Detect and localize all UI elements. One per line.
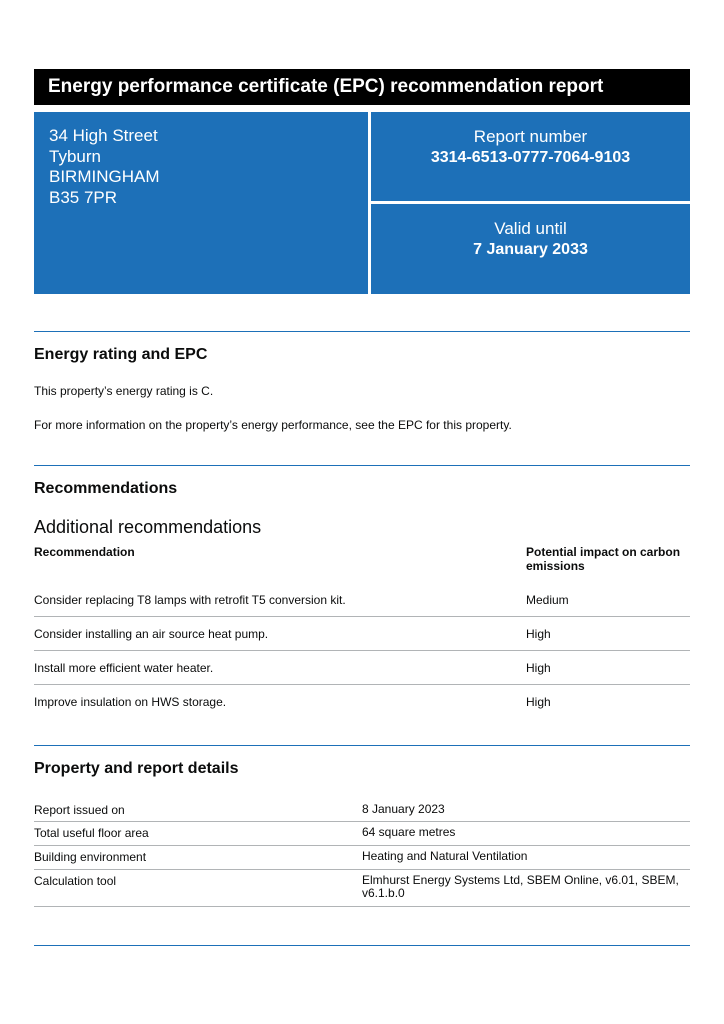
impact-value: Medium [526, 593, 569, 607]
table-row [34, 617, 690, 651]
section-divider [34, 745, 690, 746]
table-row [34, 799, 690, 822]
table-header [34, 545, 690, 583]
address-line: Tyburn [49, 146, 101, 166]
recommendations-heading: Recommendations [34, 480, 178, 497]
valid-until-label: Valid until [494, 219, 567, 238]
section-divider [34, 945, 690, 946]
table-row [34, 870, 690, 907]
table-row [34, 822, 690, 846]
certificate-summary [34, 112, 690, 294]
report-number-box [371, 112, 690, 201]
detail-label: Calculation tool [34, 874, 117, 888]
detail-label: Total useful floor area [34, 826, 149, 840]
recommendation-text: Consider replacing T8 lamps with retrofit T5 conversion kit. [34, 593, 346, 607]
additional-recommendations-heading: Additional recommendations [34, 517, 262, 537]
recommendation-text: Install more efficient water heater. [34, 661, 214, 675]
recommendations-table [34, 545, 690, 719]
detail-value: 8 January 2023 [362, 802, 445, 816]
detail-value: Elmhurst Energy Systems Ltd, SBEM Online, v6.01, SBEM, v6.1.b.0 [362, 873, 679, 900]
property-details-heading: Property and report details [34, 760, 239, 777]
page-title: Energy performance certificate (EPC) recommendation report [34, 69, 690, 105]
epc-info-text: For more information on the property’s energy performance, see the EPC for this property. [34, 418, 512, 432]
detail-value: Heating and Natural Ventilation [362, 849, 528, 863]
recommendation-text: Improve insulation on HWS storage. [34, 695, 227, 709]
address-line: 34 High Street [49, 126, 158, 145]
column-header-recommendation: Recommendation [34, 545, 135, 559]
impact-value: High [526, 695, 551, 709]
section-divider [34, 331, 690, 332]
energy-rating-heading: Energy rating and EPC [34, 346, 208, 363]
detail-label: Report issued on [34, 803, 125, 817]
property-details-table [34, 799, 690, 907]
table-row [34, 685, 690, 719]
valid-until-value: 7 January 2033 [473, 241, 588, 258]
impact-value: High [526, 661, 551, 675]
table-row [34, 583, 690, 617]
detail-value: 64 square metres [362, 825, 456, 839]
table-row [34, 846, 690, 870]
impact-value: High [526, 627, 551, 641]
detail-label: Building environment [34, 850, 147, 864]
column-header-impact: Potential impact on carbon emissions [526, 545, 681, 573]
report-number-value: 3314-6513-0777-7064-9103 [430, 149, 631, 166]
energy-rating-text: This property’s energy rating is C. [34, 384, 214, 398]
section-divider [34, 465, 690, 466]
property-address [34, 112, 368, 294]
address-line: BIRMINGHAM [49, 167, 160, 186]
table-row [34, 651, 690, 685]
report-number-label: Report number [473, 127, 588, 146]
address-postcode: B35 7PR [49, 187, 118, 207]
valid-until-box [371, 204, 690, 294]
recommendation-text: Consider installing an air source heat pump. [34, 627, 269, 641]
